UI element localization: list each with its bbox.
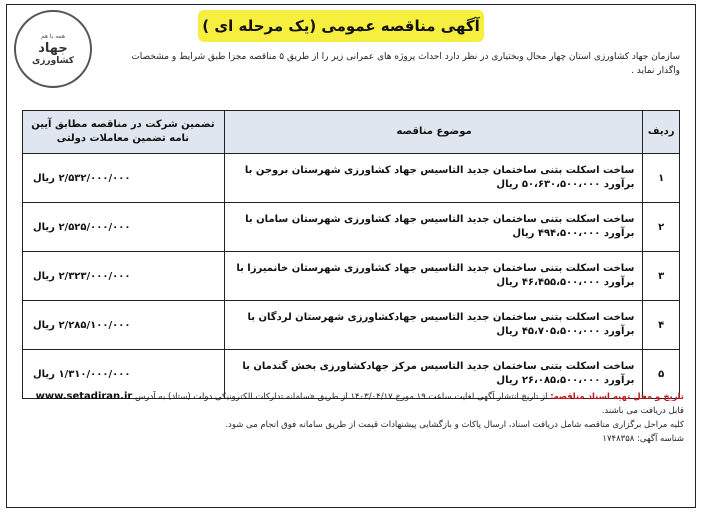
- intro-paragraph: سازمان جهاد کشاورزی استان چهار محال وبختیاری در نظر دارد احداث پروژه های عمرانی زیر را از طریق ۵ مناقصه مجزا طبق شرایط و مشخصات واگذار نماید .: [131, 52, 680, 76]
- logo-top-text: همه با هم: [40, 32, 66, 40]
- row-index: ۳: [643, 252, 680, 301]
- footer-notes: [22, 390, 684, 446]
- table-row: [23, 252, 680, 301]
- table-row: [23, 154, 680, 203]
- deadline-line: [22, 390, 684, 418]
- row-subject: ساخت اسکلت بتنی ساختمان جدید التاسیس جهاد کشاورزی شهرستان سامان با برآورد ۴۹۴،۵۰۰،۰۰۰ ریال: [224, 203, 643, 252]
- ad-code: شناسه آگهی: ۱۷۴۸۳۵۸: [602, 434, 684, 444]
- tender-table: [22, 110, 680, 399]
- table-row: [23, 301, 680, 350]
- row-index: ۵: [643, 350, 680, 399]
- row-subject: ساخت اسکلت بتنی ساختمان جدید التاسیس مرکز جهادکشاورزی بخش گندمان با برآورد ۲۶،۰۸۵،۵۰۰،۰۰۰ ریال: [224, 350, 643, 399]
- row-subject: ساخت اسکلت بتنی ساختمان جدید التاسیس جهاد کشاورزی شهرستان بروجن با برآورد ۵۰،۶۳۰،۵۰۰،۰۰۰ ریال: [224, 154, 643, 203]
- website-link[interactable]: www.setadiran.ir: [35, 391, 133, 402]
- row-subject: ساخت اسکلت بتنی ساختمان جدید التاسیس جهادکشاورزی شهرستان لردگان با برآورد ۴۵،۷۰۵،۵۰۰،۰۰۰ ریال: [224, 301, 643, 350]
- row-guarantee: ۲/۵۳۲/۰۰۰/۰۰۰ ریال: [23, 154, 225, 203]
- header-subject: موضوع مناقصه: [224, 111, 643, 154]
- row-index: ۴: [643, 301, 680, 350]
- row-index: ۲: [643, 203, 680, 252]
- row-guarantee: ۲/۵۲۵/۰۰۰/۰۰۰ ریال: [23, 203, 225, 252]
- logo-main-text: جهاد: [38, 40, 68, 56]
- jahad-keshavarzi-logo: [14, 10, 92, 88]
- row-subject: ساخت اسکلت بتنی ساختمان جدید التاسیس جهاد کشاورزی شهرستان خانمیرزا با برآورد ۴۶،۴۵۵،۵۰۰،۰۰۰ ریال: [224, 252, 643, 301]
- deadline-text: از تاریخ انتشار آگهی لغایت ساعت ۱۹ مورخ ۱۴۰۳/۰۴/۱۷ از طریق «سامانه تدارکات الکترونیکی دولت (ستاد) به آدرس: [135, 392, 548, 402]
- page-title: آگهی مناقصه عمومی (یک مرحله ای ): [198, 10, 484, 42]
- header-guarantee: تضمین شرکت در مناقصه مطابق آیین نامه تضمین معاملات دولتی: [23, 111, 225, 154]
- row-guarantee: ۱/۳۱۰/۰۰۰/۰۰۰ ریال: [23, 350, 225, 399]
- process-line: کلیه مراحل برگزاری مناقصه شامل دریافت اسناد، ارسال پاکات و بازگشایی پیشنهادات قیمت از طریق سامانه فوق انجام می شود.: [225, 420, 684, 430]
- logo-sub-text: کشاورزی: [32, 55, 74, 66]
- table-row: [23, 203, 680, 252]
- website-suffix: قابل دریافت می باشند.: [601, 406, 684, 416]
- row-guarantee: ۲/۳۲۳/۰۰۰/۰۰۰ ریال: [23, 252, 225, 301]
- header-index: ردیف: [643, 111, 680, 154]
- row-index: ۱: [643, 154, 680, 203]
- deadline-label: تاریخ و محل تهیه اسناد مناقصه:: [550, 392, 684, 402]
- table-header-row: [23, 111, 680, 154]
- row-guarantee: ۲/۲۸۵/۱۰۰/۰۰۰ ریال: [23, 301, 225, 350]
